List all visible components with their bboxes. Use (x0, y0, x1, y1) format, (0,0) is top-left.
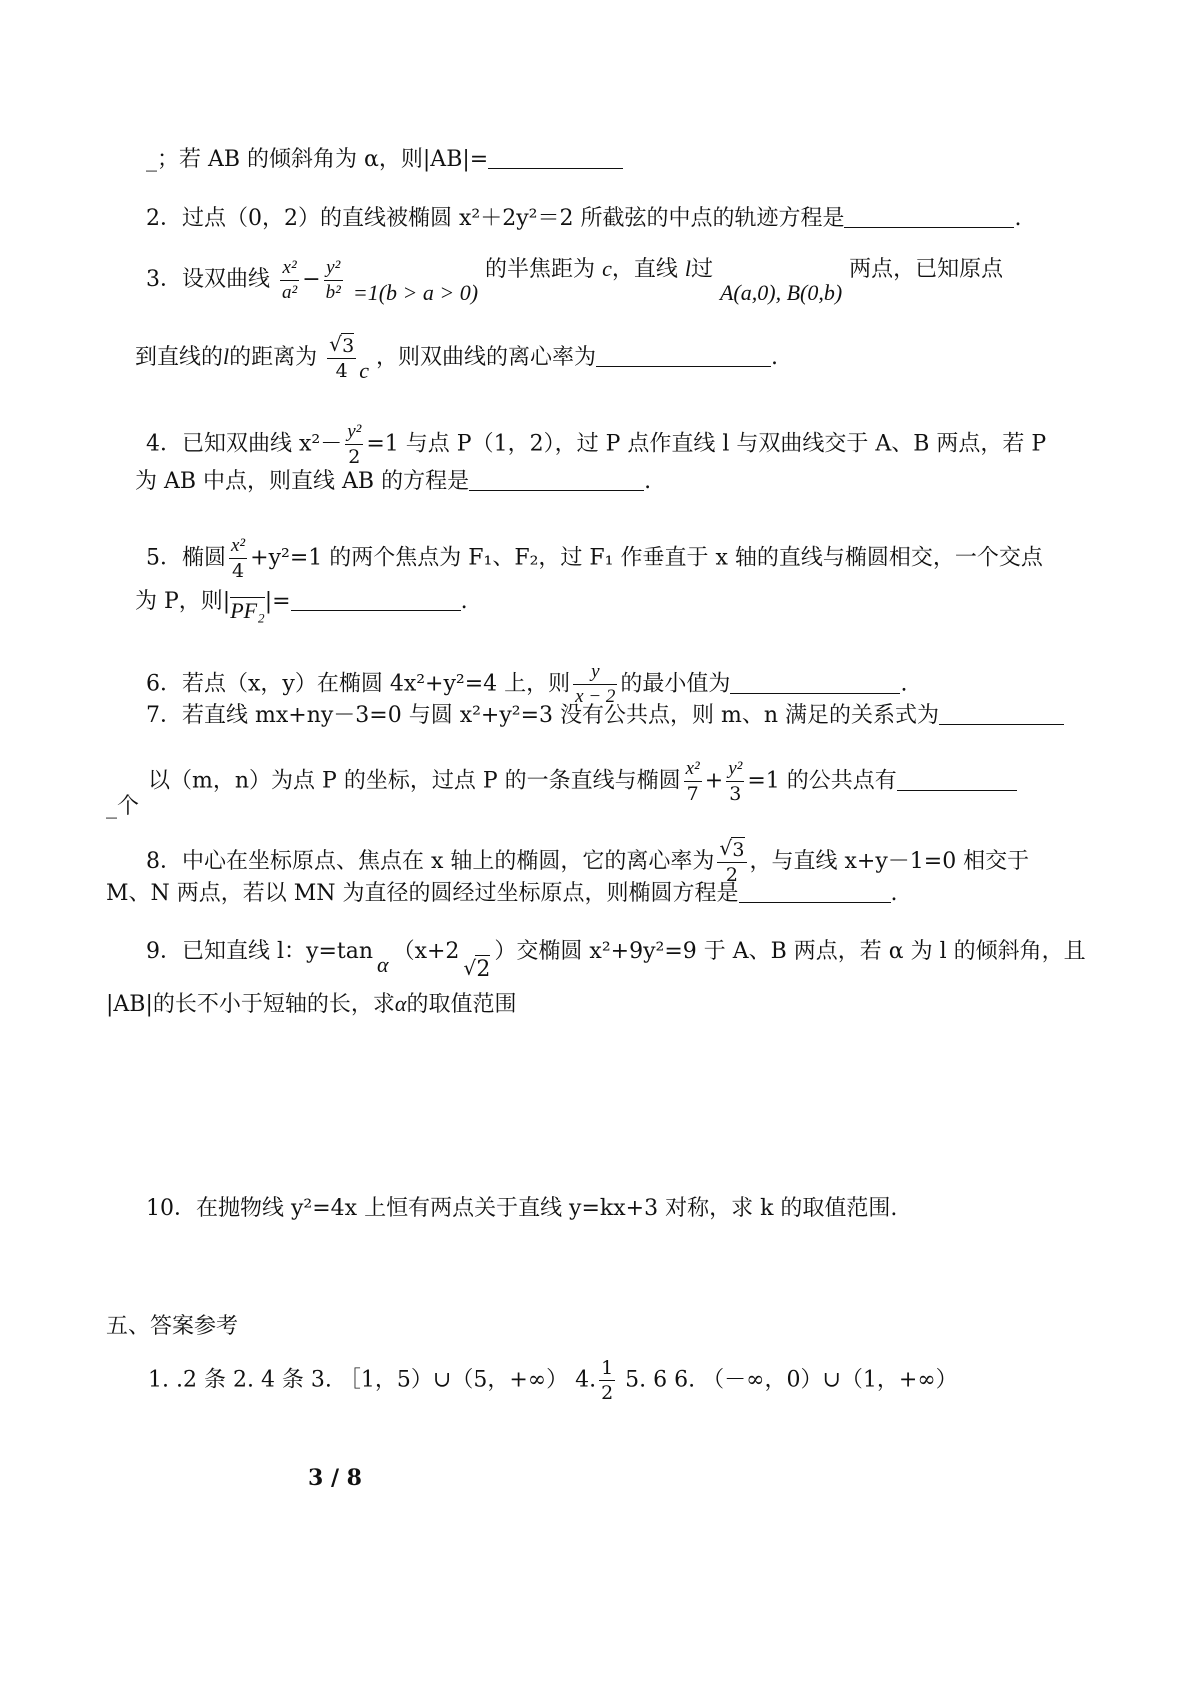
fraction-y2-2: $\frac{\text{y²}}{2}$ (347, 421, 362, 468)
question-5 (146, 534, 1043, 583)
page-number: 3 / 8 (308, 1465, 362, 1491)
question-8-tail: ，与直线 x+y－1=0 相交于 (749, 849, 1030, 874)
answers-line (148, 1356, 958, 1405)
q1-tail-text: _；若 AB 的倾斜角为 α，则|AB|= (146, 147, 489, 172)
fraction-1-2: $\frac{1}{2}$ (601, 1357, 614, 1404)
fraction-y-x-minus-2: $\frac{y}{x - 2}$ (575, 661, 616, 707)
var-c: c (602, 256, 612, 281)
period: . (1014, 206, 1022, 231)
vector-pf2: PF₂ (230, 598, 265, 623)
answer-blank (469, 468, 644, 491)
question-5-line2-start: 为 P，则| (135, 589, 231, 614)
question-8-lead: 8．中心在坐标原点、焦点在 x 轴上的椭圆，它的离心率为 (146, 849, 715, 874)
fraction-x2-4: $\frac{\text{x²}}{4}$ (231, 535, 246, 582)
question-9-line2 (106, 990, 516, 1019)
period: . (771, 345, 779, 370)
answer-blank (596, 344, 771, 367)
answer-blank (897, 768, 1017, 791)
answer-blank (844, 205, 1014, 228)
hyperbola-condition: =1(b > a > 0) (352, 280, 479, 305)
question-4-lead: 4．已知双曲线 x²－ (146, 431, 343, 457)
sqrt-2: √ 2 (463, 955, 490, 984)
period: . (900, 671, 908, 697)
sqrt-3: √ 3 (719, 837, 744, 862)
question-5-line2-mid: |= (264, 589, 291, 614)
answers-part2: 5. 6 6. （－∞，0）∪（1，+∞） (618, 1367, 958, 1393)
question-9-line2-end: 的取值范围 (406, 992, 517, 1017)
fraction-y2-b2: $\frac{\text{y²}}{\text{b²}}$ (325, 256, 341, 303)
q1-tail (146, 146, 623, 174)
answer-blank (730, 671, 900, 694)
question-9-mid: （x+2 (392, 939, 460, 964)
section-heading-text: 五、答案参考 (106, 1314, 239, 1339)
question-7-line3-text: _个 (106, 794, 140, 819)
fraction-sqrt3-2: √ $\frac{3}{2}$ (717, 837, 746, 887)
period: . (644, 469, 652, 494)
question-4-tail: =1 与点 P（1，2），过 P 点作直线 l 与双曲线交于 A、B 两点，若 P (366, 431, 1047, 457)
answer-blank (488, 146, 623, 169)
question-10-text: 10．在抛物线 y²=4x 上恒有两点关于直线 y=kx+3 对称，求 k 的取值范围. (146, 1196, 898, 1221)
question-2 (146, 205, 1021, 233)
alpha-symbol: α (377, 952, 389, 977)
fraction-x2-7: $\frac{\text{x²}}{7}$ (685, 758, 700, 805)
question-5-lead: 5．椭圆 (146, 545, 226, 571)
question-7-line2 (148, 757, 1017, 806)
alpha-symbol: α (394, 991, 407, 1016)
points-ab: A(a,0), B(0,b) (719, 280, 843, 305)
question-5-tail: +y²=1 的两个焦点为 F₁、F₂，过 F₁ 作垂直于 x 轴的直线与椭圆相交，一个交点 (250, 545, 1043, 571)
fraction-y2-3: $\frac{\text{y²}}{3}$ (728, 758, 743, 805)
question-7-line2-start: 以（m，n）为点 P 的坐标，过点 P 的一条直线与椭圆 (148, 768, 681, 794)
question-4 (146, 420, 1046, 469)
question-3-line2 (135, 333, 778, 385)
question-7-line1: 7．若直线 mx+ny－3=0 与圆 x²+y²=3 没有公共点，则 m、n 满足的关系式为 (146, 703, 940, 728)
period: . (460, 589, 468, 614)
answers-part1: 1. .2 条 2. 4 条 3. ［1，5）∪（5，+∞） 4. (148, 1367, 597, 1393)
question-9-lead: 9．已知直线 l：y=tan (146, 939, 374, 964)
question-6-tail: 的最小值为 (620, 671, 731, 697)
question-3-tail: 两点，已知原点 (849, 257, 1004, 282)
question-7 (146, 702, 1064, 730)
question-6-lead: 6．若点（x，y）在椭圆 4x²+y²=4 上，则 (146, 671, 571, 697)
var-l: l (684, 256, 691, 281)
question-4-line2-text: 为 AB 中点，则直线 AB 的方程是 (135, 469, 470, 494)
fraction-x2-a2: $\frac{\text{x²}}{\text{a²}}$ (282, 256, 298, 303)
var-l: l (223, 344, 230, 369)
question-9 (146, 938, 1086, 984)
line-text: ，直线 (611, 257, 678, 282)
question-9-line2-start: |AB|的长不小于短轴的长，求 (106, 992, 395, 1017)
question-5-line2 (135, 588, 468, 625)
section-heading (106, 1313, 238, 1341)
q3-line2-end: ，则双曲线的离心率为 (376, 345, 597, 370)
period: . (890, 881, 898, 906)
question-9-tail: ）交椭圆 x²+9y²=9 于 A、B 两点，若 α 为 l 的倾斜角，且 (494, 939, 1086, 964)
sqrt-3: √ 3 (329, 333, 354, 358)
fraction-sqrt3-4: √ $\frac{3}{4}$ (327, 333, 356, 383)
var-c: c (359, 358, 370, 383)
question-2-text: 2．过点（0，2）的直线被椭圆 x²＋2y²＝2 所截弦的中点的轨迹方程是 (146, 206, 845, 231)
question-4-line2 (135, 468, 651, 496)
pass-text: 过 (690, 257, 713, 282)
minus-sign: − (302, 267, 321, 292)
question-10 (146, 1195, 897, 1223)
answer-blank (739, 880, 891, 903)
q3-line2-start: 到直线的 (135, 345, 224, 370)
question-8-line2 (106, 880, 898, 908)
question-7-line3 (106, 793, 139, 821)
plus-sign: + (704, 768, 724, 794)
answer-blank (939, 702, 1064, 725)
answer-blank (291, 588, 461, 611)
q3-line2-mid: 的距离为 (229, 345, 318, 370)
question-3-lead: 3．设双曲线 (146, 267, 270, 292)
question-3 (146, 255, 1003, 307)
semi-focal-text: 的半焦距为 (485, 257, 596, 282)
question-8-line2-text: M、N 两点，若以 MN 为直径的圆经过坐标原点，则椭圆方程是 (106, 881, 739, 906)
question-7-line2-end: =1 的公共点有 (747, 768, 897, 794)
